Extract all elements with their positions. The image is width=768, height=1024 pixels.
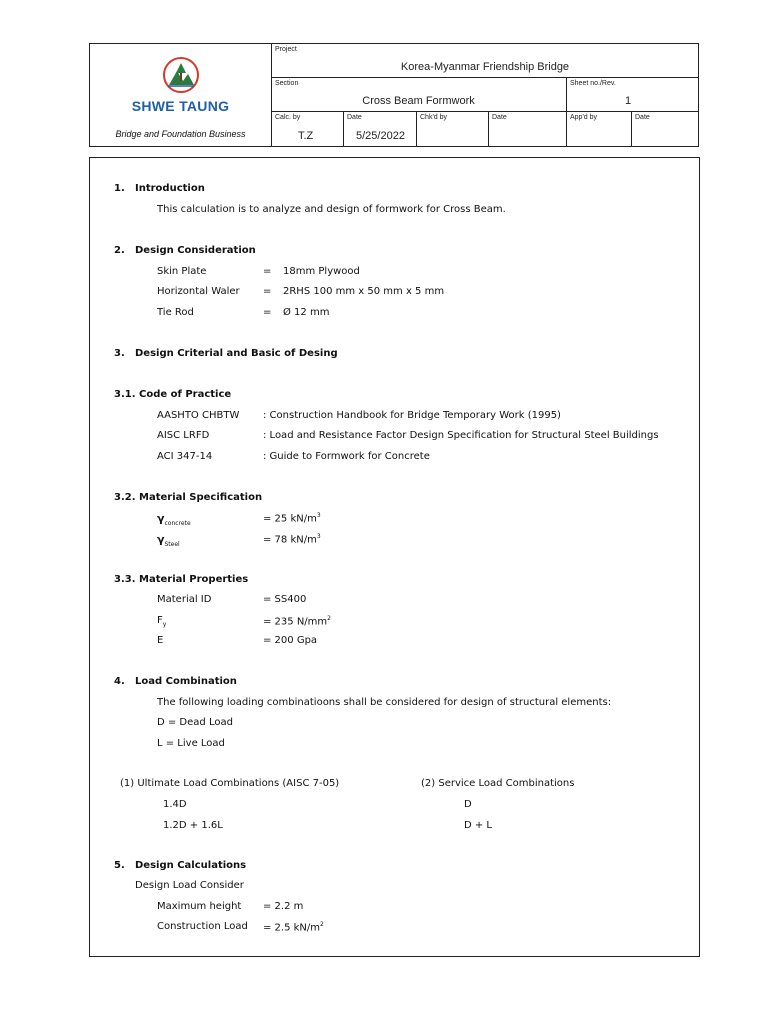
section-1-title: Introduction	[135, 183, 205, 194]
gamma-steel-value: = 78 $kN/m^3$	[263, 533, 321, 546]
ultimate-combinations-title: (1) Ultimate Load Combinations (AISC 7-05)	[120, 778, 340, 789]
calc-by-value: T.Z	[298, 130, 314, 142]
checked-by-label: Chk'd by	[420, 114, 448, 121]
waler-value: 2RHS 100 mm x 50 mm x 5 mm	[283, 286, 445, 297]
gamma-concrete-label: $\gamma_{concrete}$	[157, 512, 191, 527]
e-label: E	[157, 635, 164, 646]
date-label-2: Date	[492, 114, 507, 121]
section-3-2-title: Material Specification	[139, 492, 263, 503]
sheet-value: 1	[625, 95, 632, 107]
section-3-1-title: Code of Practice	[139, 389, 232, 400]
section-1-number: 1.	[114, 183, 125, 194]
date-label: Date	[347, 114, 362, 121]
code-3-label: ACI 347-14	[157, 451, 213, 462]
section-5-number: 5.	[114, 860, 125, 871]
service-combo-1: D	[464, 799, 472, 810]
calc-by-label: Calc. by	[275, 114, 301, 121]
skin-plate-label: Skin Plate	[157, 266, 207, 277]
section-4-text: The following loading combinatioons shall be considered for design of structural elements:	[157, 697, 612, 708]
gamma-concrete-value: = 25 $kN/m^3$	[263, 512, 321, 525]
logo-text: SHWE TAUNG	[131, 98, 230, 114]
section-3-title: Design Criterial and Basic of Desing	[135, 348, 338, 359]
section-5-title: Design Calculations	[135, 860, 247, 871]
logo-cell	[90, 44, 272, 146]
equals: =	[263, 266, 272, 277]
code-2-desc: : Load and Resistance Factor Design Specification for Structural Steel Buildings	[263, 430, 659, 441]
code-1-label: AASHTO CHBTW	[157, 410, 240, 421]
date-value: 5/25/2022	[356, 130, 405, 142]
section-1-text: This calculation is to analyze and design of formwork for Cross Beam.	[157, 204, 506, 215]
project-label: Project	[275, 46, 297, 53]
fy-value: = 235 $N/mm^2$	[263, 615, 331, 628]
gamma-steel-label: $\gamma_{Steel}$	[157, 533, 180, 548]
code-2-label: AISC LRFD	[157, 430, 210, 441]
ultimate-combo-1: 1.4D	[163, 799, 187, 810]
material-id-value: = SS400	[263, 594, 307, 605]
fy-label: $F_y$	[157, 615, 167, 628]
live-load-def: L = Live Load	[157, 738, 225, 749]
code-3-desc: : Guide to Formwork for Concrete	[263, 451, 430, 462]
section-value: Cross Beam Formwork	[362, 95, 475, 107]
tie-rod-label: Tie Rod	[157, 307, 194, 318]
business-name: Bridge and Foundation Business	[115, 129, 246, 139]
e-value: = 200 Gpa	[263, 635, 318, 646]
material-id-label: Material ID	[157, 594, 212, 605]
company-logo-icon	[161, 55, 201, 95]
skin-plate-value: 18mm Plywood	[283, 266, 360, 277]
section-3-1-number: 3.1.	[114, 389, 136, 400]
title-block	[89, 43, 699, 147]
calculation-body	[89, 157, 700, 957]
tie-rod-value: Ø 12 mm	[283, 307, 330, 318]
equals: =	[263, 307, 272, 318]
max-height-value: = 2.2 m	[263, 901, 304, 912]
dead-load-def: D = Dead Load	[157, 717, 233, 728]
sheet-label: Sheet no./Rev.	[570, 80, 616, 87]
section-2-title: Design Consideration	[135, 245, 256, 256]
code-1-desc: : Construction Handbook for Bridge Temporary Work (1995)	[263, 410, 561, 421]
design-load-subtitle: Design Load Consider	[135, 880, 244, 891]
section-3-2-number: 3.2.	[114, 492, 136, 503]
project-value: Korea-Myanmar Friendship Bridge	[400, 61, 570, 73]
max-height-label: Maximum height	[157, 901, 242, 912]
construction-load-label: Construction Load	[157, 921, 248, 932]
section-4-title: Load Combination	[135, 676, 237, 687]
date-label-3: Date	[635, 114, 650, 121]
section-4-number: 4.	[114, 676, 125, 687]
approved-by-label: App'd by	[570, 114, 598, 121]
ultimate-combo-2: 1.2D + 1.6L	[163, 820, 223, 831]
service-combo-2: D + L	[464, 820, 493, 831]
section-3-number: 3.	[114, 348, 125, 359]
section-2-number: 2.	[114, 245, 125, 256]
waler-label: Horizontal Waler	[157, 286, 240, 297]
construction-load-value: = 2.5 $kN/m^2$	[263, 921, 324, 934]
equals: =	[263, 286, 272, 297]
section-3-3-number: 3.3.	[114, 574, 136, 585]
service-combinations-title: (2) Service Load Combinations	[421, 778, 575, 789]
section-label: Section	[275, 80, 299, 87]
section-3-3-title: Material Properties	[139, 574, 249, 585]
